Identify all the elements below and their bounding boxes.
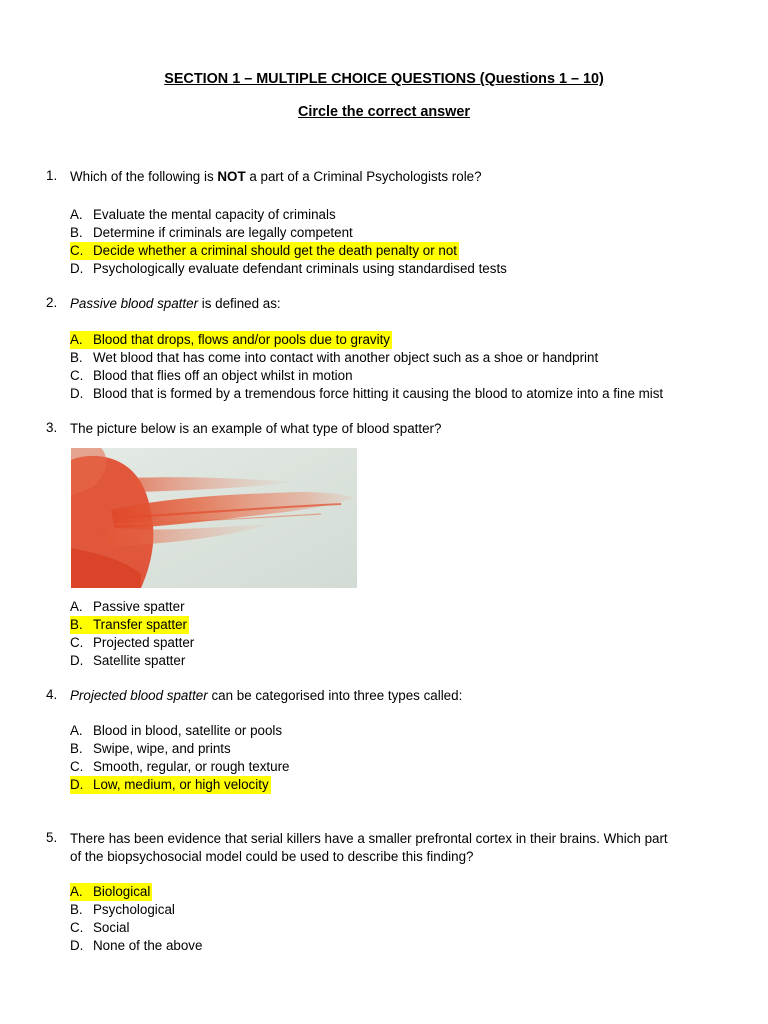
question-2-number: 2. (46, 295, 58, 310)
question-2-option-b[interactable]: B. Wet blood that has come into contact with another object such as a shoe or handprint (70, 350, 599, 365)
question-1-number: 1. (46, 168, 58, 183)
question-3-option-d[interactable]: D. Satellite spatter (70, 653, 186, 668)
question-1-emphasis: NOT (217, 169, 246, 184)
question-3-option-b[interactable]: B. Transfer spatter (70, 617, 188, 632)
question-5-option-d[interactable]: D. None of the above (70, 938, 203, 953)
question-4-option-a[interactable]: A. Blood in blood, satellite or pools (70, 723, 283, 738)
question-1-text: Which of the following is NOT a part of a Criminal Psychologists role? (70, 169, 482, 184)
question-1-option-a[interactable]: A. Evaluate the mental capacity of criminals (70, 207, 336, 222)
section-title: SECTION 1 – MULTIPLE CHOICE QUESTIONS (Questions 1 – 10) (164, 71, 604, 87)
question-5-number: 5. (46, 830, 58, 845)
question-5-option-c[interactable]: C. Social (70, 920, 130, 935)
question-2-text: Passive blood spatter is defined as: (70, 296, 281, 311)
question-4-option-d[interactable]: D. Low, medium, or high velocity (70, 777, 269, 792)
question-5-option-a[interactable]: A. Biological (70, 884, 151, 899)
question-2-option-c[interactable]: C. Blood that flies off an object whilst in motion (70, 368, 353, 383)
instruction-heading: Circle the correct answer (298, 104, 470, 120)
question-2-term: Passive blood spatter (70, 296, 199, 311)
question-4-option-c[interactable]: C. Smooth, regular, or rough texture (70, 759, 290, 774)
question-1-option-d[interactable]: D. Psychologically evaluate defendant criminals using standardised tests (70, 261, 507, 276)
question-4-term: Projected blood spatter (70, 688, 208, 703)
question-3-text: The picture below is an example of what type of blood spatter? (70, 421, 442, 436)
question-3-option-a[interactable]: A. Passive spatter (70, 599, 185, 614)
question-5-text: There has been evidence that serial killers have a smaller prefrontal cortex in their brains. Which part of the biopsychosocial model could be used to describe this finding? (70, 831, 668, 864)
question-3-number: 3. (46, 420, 58, 435)
question-4-option-b[interactable]: B. Swipe, wipe, and prints (70, 741, 231, 756)
question-4-number: 4. (46, 687, 58, 702)
question-2-option-a[interactable]: A. Blood that drops, flows and/or pools due to gravity (70, 332, 391, 347)
question-4-text: Projected blood spatter can be categorised into three types called: (70, 688, 463, 703)
question-1-option-b[interactable]: B. Determine if criminals are legally competent (70, 225, 353, 240)
question-3-option-c[interactable]: C. Projected spatter (70, 635, 195, 650)
blood-spatter-photo (71, 448, 357, 588)
question-1-option-c[interactable]: C. Decide whether a criminal should get the death penalty or not (70, 243, 457, 258)
question-5-option-b[interactable]: B. Psychological (70, 902, 175, 917)
question-2-option-d[interactable]: D. Blood that is formed by a tremendous force hitting it causing the blood to atomize into a fine mist (70, 386, 664, 401)
